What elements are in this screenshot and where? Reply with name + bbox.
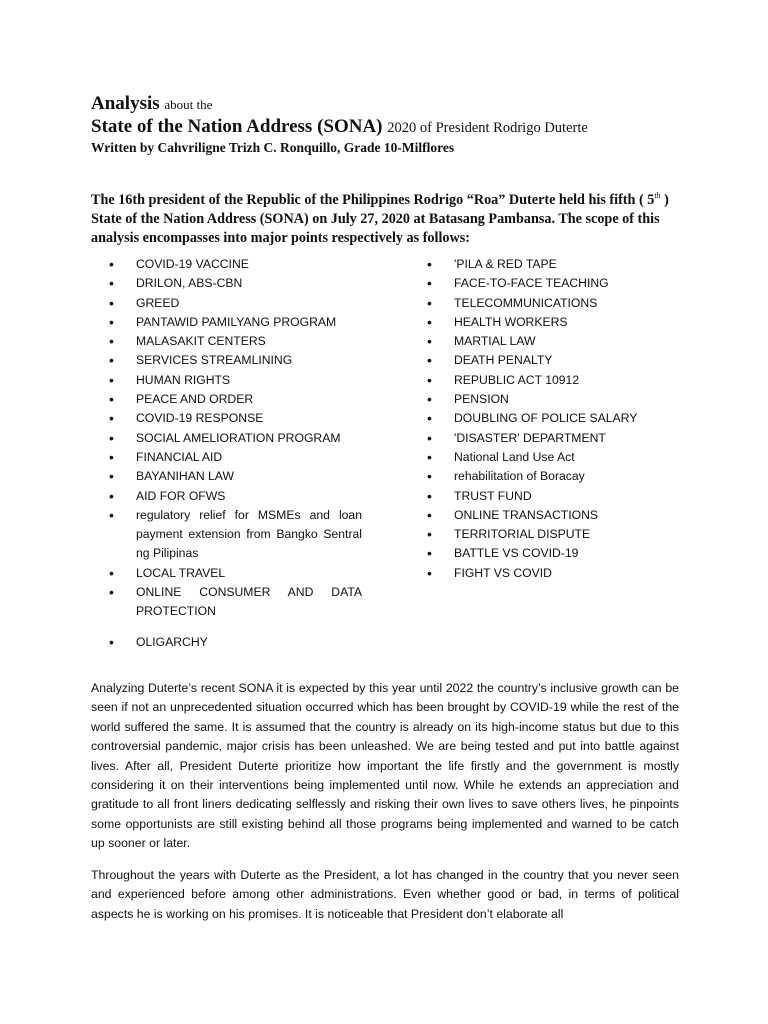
list-item: • TELECOMMUNICATIONS	[427, 294, 677, 313]
list-item: • DRILON, ABS-CBN	[109, 274, 362, 293]
list-item: • SOCIAL AMELIORATION PROGRAM	[109, 429, 362, 448]
body-paragraph-2: Throughout the years with Duterte as the President, a lot has changed in the country that you never seen and experienced before among other administrations. Even whether good or bad, in terms of political aspects he is working on his promises. It is noticeable that President don’t elaborate all	[91, 868, 679, 921]
list-item: • PEACE AND ORDER	[109, 390, 362, 409]
list-item: • REPUBLIC ACT 10912	[427, 371, 677, 390]
list-item: • National Land Use Act	[427, 448, 677, 467]
list-item: • ONLINE CONSUMER AND DATA PROTECTION	[109, 583, 362, 622]
list-item: • DEATH PENALTY	[427, 351, 677, 370]
list-item: • TERRITORIAL DISPUTE	[427, 525, 677, 544]
list-item: • AID FOR OFWS	[109, 487, 362, 506]
list-item: • TRUST FUND	[427, 487, 677, 506]
list-item: • 'PILA & RED TAPE	[427, 255, 677, 274]
list-item: • OLIGARCHY	[109, 633, 362, 652]
intro-paragraph	[91, 186, 691, 248]
list-item: • DOUBLING OF POLICE SALARY	[427, 409, 677, 428]
list-item: • FINANCIAL AID	[109, 448, 362, 467]
body-paragraph-1: Analyzing Duterte’s recent SONA it is expected by this year until 2022 the country’s inclusive growth can be seen if not an unprecedented situation occurred which has been brought by COVID-19 while the rest of the world suffered the same. It is assumed that the country is already on its high-income status but due to this controversial pandemic, major crisis has been unleashed. We are being tested and put into battle against lives. After all, President Duterte prioritize how important the life firstly and the government is mostly considering it on their interventions being implemented until now. While he extends an appreciation and gratitude to all front liners dedicating selflessly and risking their own lives to save others lives, he pinpoints some opportunists are still existing behind all those programs being implemented and warned to be catch up sooner or later.	[91, 681, 679, 851]
list-item: • BATTLE VS COVID-19	[427, 544, 677, 563]
list-item: • PANTAWID PAMILYANG PROGRAM	[109, 313, 362, 332]
byline: Written by Cahvriligne Trizh C. Ronquillo, Grade 10-Milflores	[91, 140, 455, 155]
document-title	[91, 93, 711, 116]
list-item: • SERVICES STREAMLINING	[109, 351, 362, 370]
points-list-right	[427, 255, 677, 583]
list-item: • MALASAKIT CENTERS	[109, 332, 362, 351]
list-item: • BAYANIHAN LAW	[109, 467, 362, 486]
list-item: • 'DISASTER' DEPARTMENT	[427, 429, 677, 448]
list-item: • regulatory relief for MSMEs and loan payment extension from Bangko Sentral ng Pilipinas	[109, 506, 362, 564]
list-item: • LOCAL TRAVEL	[109, 564, 362, 583]
list-item: • rehabilitation of Boracay	[427, 467, 677, 486]
list-item: • ONLINE TRANSACTIONS	[427, 506, 677, 525]
list-item: • HEALTH WORKERS	[427, 313, 677, 332]
points-list-left	[109, 255, 362, 652]
intro-ordinal-suffix: th	[654, 191, 661, 200]
list-item: • PENSION	[427, 390, 677, 409]
title-suffix: about the	[164, 97, 213, 112]
subtitle-suffix: 2020 of President Rodrigo Duterte	[387, 120, 588, 136]
intro-text-2: ) State of the Nation Address (SONA) on July 27, 2020 at Batasang Pambansa. The scope of this analysis encompasses into major points respectively as follows:	[91, 192, 669, 246]
list-item: • FACE-TO-FACE TEACHING	[427, 274, 677, 293]
list-item: • COVID-19 VACCINE	[109, 255, 362, 274]
title-block	[91, 93, 711, 157]
list-item: • GREED	[109, 294, 362, 313]
subtitle-main: State of the Nation Address (SONA)	[91, 116, 383, 137]
list-item: • MARTIAL LAW	[427, 332, 677, 351]
document-subtitle	[91, 116, 711, 139]
list-item: • HUMAN RIGHTS	[109, 371, 362, 390]
list-item: • COVID-19 RESPONSE	[109, 409, 362, 428]
list-item: • FIGHT VS COVID	[427, 564, 677, 583]
title-main: Analysis	[91, 93, 160, 114]
intro-text-1: The 16th president of the Republic of the Philippines Rodrigo “Roa” Duterte held his fifth ( 5	[91, 192, 655, 208]
